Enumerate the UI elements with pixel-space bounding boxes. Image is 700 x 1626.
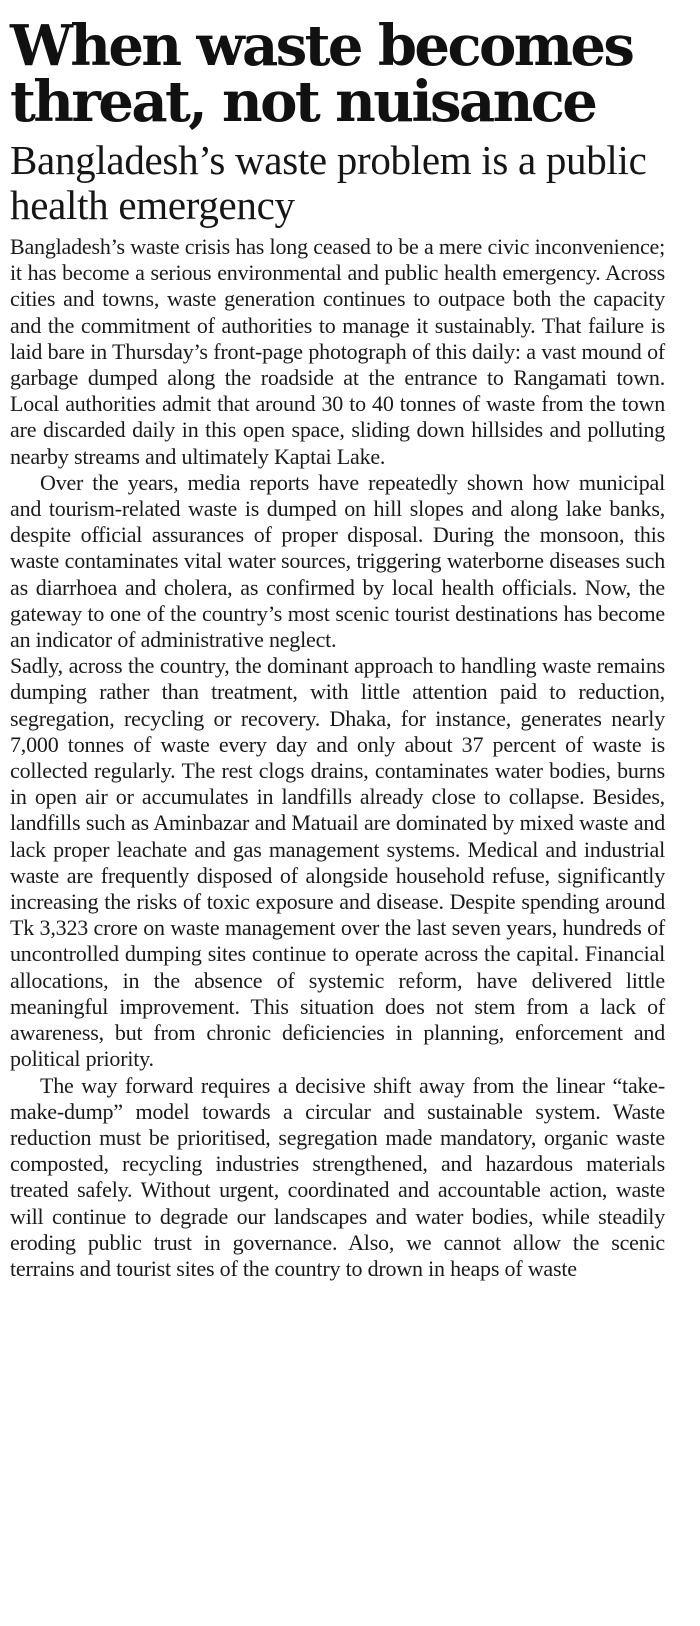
subheadline: Bangladesh’s waste problem is a public health emergency xyxy=(10,137,647,228)
body-paragraph-4: The way forward requires a decisive shift away from the linear “take-make-dump” model towards a circular and sustainable system. Waste reduction must be prioritised, segregation made mandatory, organic waste composted, recycling industries strengthened, and hazardous materials treated safely. Without urgent, coordinated and accountable action, waste will continue to degrade our landscapes and water bodies, while steadily eroding public trust in governance. Also, we cannot allow the scenic terrains and tourist sites of the country to drown in heaps of waste xyxy=(10,1072,665,1281)
headline: When waste becomes threat, not nuisance xyxy=(10,13,633,135)
body-paragraph-3: Sadly, across the country, the dominant approach to handling waste remains dumping rather than treatment, with little attention paid to reduction, segregation, recycling or recovery. Dhaka, for instance, generates nearly 7,000 tonnes of waste every day and only about 37 percent of waste is collected regularly. The rest clogs drains, contaminates water bodies, burns in open air or accumulates in landfills already close to collapse. Besides, landfills such as Aminbazar and Matuail are dominated by mixed waste and lack proper leachate and gas management systems. Medical and industrial waste are frequently disposed of alongside household refuse, significantly increasing the risks of toxic exposure and disease. Despite spending around Tk 3,323 crore on waste management over the last seven years, hundreds of uncontrolled dumping sites continue to operate across the capital. Financial allocations, in the absence of systemic reform, have delivered little meaningful improvement. This situation does not stem from a lack of awareness, but from chronic deficiencies in planning, enforcement and political priority. xyxy=(10,653,665,1072)
body-paragraph-1: Bangladesh’s waste crisis has long ceased to be a mere civic inconvenience; it has become a serious environmental and public health emergency. Across cities and towns, waste generation continues to outpace both the capacity and the commitment of authorities to manage it sustainably. That failure is laid bare in Thursday’s front-page photograph of this daily: a vast mound of garbage dumped along the roadside at the entrance to Rangamati town. Local authorities admit that around 30 to 40 tonnes of waste from the town are discarded daily in this open space, sliding down hillsides and polluting nearby streams and ultimately Kaptai Lake. xyxy=(10,234,665,469)
editorial-article xyxy=(10,13,665,1282)
body-paragraph-2: Over the years, media reports have repeatedly shown how municipal and tourism-related waste is dumped on hill slopes and along lake banks, despite official assurances of proper disposal. During the monsoon, this waste contaminates vital water sources, triggering waterborne diseases such as diarrhoea and cholera, as confirmed by local health officials. Now, the gateway to one of the country’s most scenic tourist destinations has become an indicator of administrative neglect. xyxy=(10,469,665,653)
